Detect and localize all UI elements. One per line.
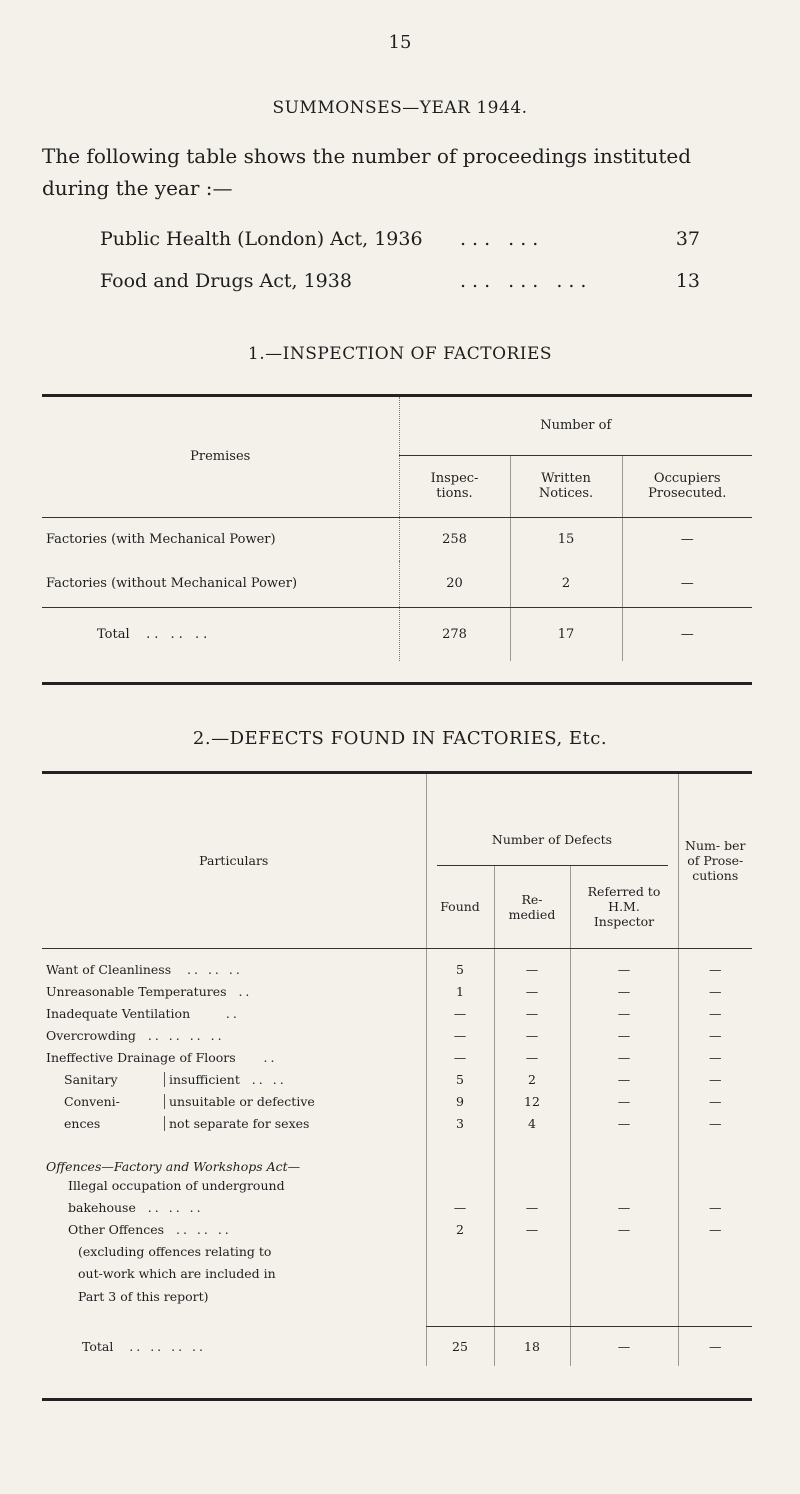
prosecuted-cell: — xyxy=(622,517,752,561)
total-referred: — xyxy=(570,1326,678,1366)
leader-dots: .. xyxy=(225,1005,240,1021)
table-row xyxy=(42,561,752,607)
referred-cell: — xyxy=(570,1090,678,1112)
factories-heading: 1.—INSPECTION OF FACTORIES xyxy=(247,344,553,364)
remedied-cell: 2 xyxy=(494,1068,570,1090)
prosecutions-cell: — xyxy=(678,1090,752,1112)
table-row xyxy=(42,958,752,980)
leader-dots: .. .. .. xyxy=(175,1221,232,1237)
found-cell: 3 xyxy=(426,1112,494,1134)
prosecutions-cell: — xyxy=(678,980,752,1002)
found-cell: 1 xyxy=(426,980,494,1002)
leader-dots: .. .. .. .. xyxy=(147,1027,225,1043)
particular-label: Unreasonable Temperatures .. xyxy=(46,983,253,999)
remedied-cell: — xyxy=(494,980,570,1002)
written-notices-header: Written Notices. xyxy=(510,455,622,517)
inspections-cell: 20 xyxy=(399,561,510,607)
notices-cell: 15 xyxy=(510,517,622,561)
leader-dots: .. .. .. xyxy=(187,961,243,977)
inspections-header: Inspec- tions. xyxy=(399,455,510,517)
leader-dots: ... ... ... xyxy=(460,270,593,292)
found-cell: — xyxy=(426,1196,494,1218)
total-prosecuted: — xyxy=(622,607,752,661)
offences-heading: Offences—Factory and Workshops Act— xyxy=(46,1159,301,1174)
leader-dots: .. .. .. xyxy=(146,626,212,642)
found-header: Found xyxy=(426,866,494,948)
table-row xyxy=(42,980,752,1002)
particular-label: Illegal occupation of underground xyxy=(68,1177,285,1193)
occupiers-prosecuted-header: Occupiers Prosecuted. xyxy=(622,455,752,517)
premises-cell: Factories (without Mechanical Power) xyxy=(42,561,399,607)
table-row xyxy=(42,1024,752,1046)
table-row xyxy=(42,1090,752,1112)
total-inspections: 278 xyxy=(399,607,510,661)
referred-cell: — xyxy=(570,1196,678,1218)
notices-cell: 2 xyxy=(510,561,622,607)
proceeding-row xyxy=(100,270,700,292)
offence-note-line: out-work which are included in xyxy=(78,1265,276,1281)
prosecutions-cell: — xyxy=(678,1218,752,1240)
prosecutions-cell: — xyxy=(678,1024,752,1046)
premises-cell: Factories (with Mechanical Power) xyxy=(46,531,276,547)
prosecutions-header: Num- ber of Prose- cutions xyxy=(678,774,752,948)
remedied-cell: — xyxy=(494,1196,570,1218)
total-row xyxy=(42,607,752,661)
table-bottom-rule xyxy=(42,1398,752,1401)
particular-label: Inadequate Ventilation .. xyxy=(46,1005,240,1021)
prosecutions-cell: — xyxy=(678,1112,752,1134)
particular-label: Other Offences .. .. .. xyxy=(68,1221,232,1237)
number-of-header: Number of xyxy=(399,397,752,455)
particular-label: Want of Cleanliness .. .. .. xyxy=(46,961,243,977)
referred-cell: — xyxy=(570,1068,678,1090)
proceeding-label: Food and Drugs Act, 1938 xyxy=(100,270,352,292)
prosecutions-cell: — xyxy=(678,1002,752,1024)
total-label: Total .. .. .. .. xyxy=(82,1338,206,1354)
proceeding-count: 37 xyxy=(675,228,700,250)
total-remedied: 18 xyxy=(494,1326,570,1366)
table-row xyxy=(42,1002,752,1024)
proceeding-row xyxy=(100,228,700,250)
referred-cell: — xyxy=(570,1024,678,1046)
summonses-intro: The following table shows the number of proceedings instituted during the year :— xyxy=(42,144,692,200)
leader-dots: ... ... xyxy=(460,228,545,250)
leader-dots: .. .. .. xyxy=(147,1199,204,1215)
referred-cell: — xyxy=(570,1112,678,1134)
leader-dots: .. xyxy=(238,983,253,999)
total-prosecutions: — xyxy=(678,1326,752,1366)
sanitary-side-label: Conveni- xyxy=(64,1093,120,1109)
table-row xyxy=(42,1046,752,1068)
total-found: 25 xyxy=(426,1326,494,1366)
referred-cell: — xyxy=(570,1046,678,1068)
prosecuted-cell: — xyxy=(622,561,752,607)
table-row xyxy=(42,1218,752,1240)
remedied-cell: 4 xyxy=(494,1112,570,1134)
summonses-heading: SUMMONSES—YEAR 1944. xyxy=(272,98,528,118)
table-row xyxy=(42,1196,752,1218)
found-cell: 5 xyxy=(426,1068,494,1090)
total-label: Total .. .. .. xyxy=(97,626,212,642)
defects-table xyxy=(42,774,752,1366)
particular-label: Sanitary insufficient .. .. xyxy=(42,1068,426,1090)
leader-dots: .. xyxy=(263,1049,278,1065)
offence-note-line: (excluding offences relating to xyxy=(78,1243,272,1259)
leader-dots: .. .. xyxy=(251,1071,287,1087)
remedied-cell: 12 xyxy=(494,1090,570,1112)
proceeding-label: Public Health (London) Act, 1936 xyxy=(100,228,423,250)
table-row xyxy=(42,517,752,561)
table-bottom-rule xyxy=(42,682,752,685)
found-cell: — xyxy=(426,1002,494,1024)
prosecutions-cell: — xyxy=(678,1046,752,1068)
referred-header: Referred to H.M. Inspector xyxy=(570,866,678,948)
prosecutions-cell: — xyxy=(678,1068,752,1090)
sanitary-side-label: ences xyxy=(64,1115,101,1131)
found-cell: 9 xyxy=(426,1090,494,1112)
remedied-cell: — xyxy=(494,1218,570,1240)
particular-label: Overcrowding .. .. .. .. xyxy=(46,1027,225,1043)
particular-label: bakehouse .. .. .. xyxy=(68,1199,204,1215)
table-row xyxy=(42,1068,752,1090)
inspections-cell: 258 xyxy=(399,517,510,561)
referred-cell: — xyxy=(570,980,678,1002)
offence-note-line: Part 3 of this report) xyxy=(78,1288,209,1304)
leader-dots: .. .. .. .. xyxy=(129,1338,206,1354)
page-number: 15 xyxy=(388,32,412,53)
referred-cell: — xyxy=(570,1218,678,1240)
total-notices: 17 xyxy=(510,607,622,661)
remedied-header: Re- medied xyxy=(494,866,570,948)
particular-label: Ineffective Drainage of Floors .. xyxy=(46,1049,278,1065)
total-row xyxy=(42,1326,752,1366)
referred-cell: — xyxy=(570,1002,678,1024)
found-cell: — xyxy=(426,1046,494,1068)
referred-cell: — xyxy=(570,958,678,980)
premises-header: Premises xyxy=(42,397,399,517)
factories-table xyxy=(42,397,752,661)
proceeding-count: 13 xyxy=(675,270,700,292)
found-cell: 2 xyxy=(426,1218,494,1240)
sanitary-side-label: Sanitary xyxy=(64,1071,118,1087)
particular-label: ences not separate for sexes xyxy=(42,1112,426,1134)
number-of-defects-header: Number of Defects xyxy=(426,774,678,866)
found-cell: 5 xyxy=(426,958,494,980)
prosecutions-cell: — xyxy=(678,1196,752,1218)
particulars-header: Particulars xyxy=(42,774,426,948)
table-row xyxy=(42,1112,752,1134)
prosecutions-cell: — xyxy=(678,958,752,980)
found-cell: — xyxy=(426,1024,494,1046)
remedied-cell: — xyxy=(494,958,570,980)
particular-label: Conveni- unsuitable or defective xyxy=(42,1090,426,1112)
remedied-cell: — xyxy=(494,1002,570,1024)
defects-heading: 2.—DEFECTS FOUND IN FACTORIES, Etc. xyxy=(192,728,608,749)
remedied-cell: — xyxy=(494,1024,570,1046)
remedied-cell: — xyxy=(494,1046,570,1068)
